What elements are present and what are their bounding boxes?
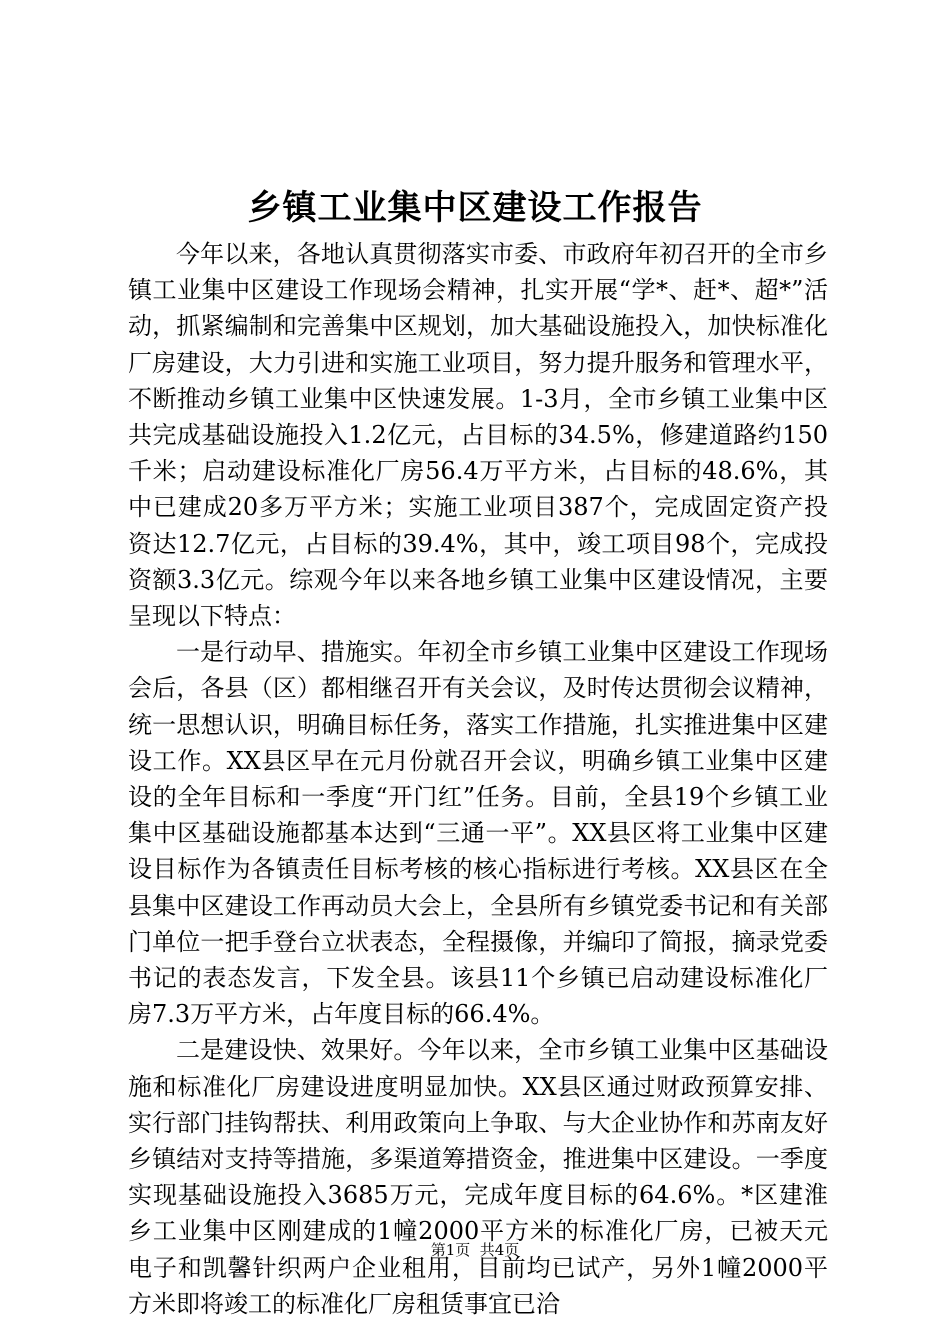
document-body xyxy=(128,236,828,1322)
paragraph-point-two: 二是建设快、效果好。今年以来，全市乡镇工业集中区基础设施和标准化厂房建设进度明显加快。XX县区通过财政预算安排、实行部门挂钩帮扶、利用政策向上争取、与大企业协作和苏南友好乡镇结对支持等措施，多渠道筹措资金，推进集中区建设。一季度实现基础设施投入3685万元，完成年度目标的64.6%。*区建淮乡工业集中区刚建成的1幢2000平方米的标准化厂房，已被天元电子和凯馨针织两户企业租用，目前均已试产，另外1幢2000平方米即将竣工的标准化厂房租赁事宜已洽 xyxy=(128,1036,828,1318)
document-title: 乡镇工业集中区建设工作报告 xyxy=(247,188,703,228)
page-footer: 第1页 共4页 xyxy=(430,1241,520,1259)
paragraph-point-one: 一是行动早、措施实。年初全市乡镇工业集中区建设工作现场会后，各县（区）都相继召开有关会议，及时传达贯彻会议精神，统一思想认识，明确目标任务，落实工作措施，扎实推进集中区建设工作。XX县区早在元月份就召开会议，明确乡镇工业集中区建设的全年目标和一季度“开门红”任务。目前，全县19个乡镇工业集中区基础设施都基本达到“三通一平”。XX县区将工业集中区建设目标作为各镇责任目标考核的核心指标进行考核。XX县区在全县集中区建设工作再动员大会上，全县所有乡镇党委书记和有关部门单位一把手登台立状表态，全程摄像，并编印了简报，摘录党委书记的表态发言，下发全县。该县11个乡镇已启动建设标准化厂房7.3万平方米，占年度目标的66.4%。 xyxy=(128,638,828,1029)
paragraph-intro: 今年以来，各地认真贯彻落实市委、市政府年初召开的全市乡镇工业集中区建设工作现场会精神，扎实开展“学*、赶*、超*”活动，抓紧编制和完善集中区规划，加大基础设施投入，加快标准化厂房建设，大力引进和实施工业项目，努力提升服务和管理水平，不断推动乡镇工业集中区快速发展。1-3月，全市乡镇工业集中区共完成基础设施投入1.2亿元，占目标的34.5%，修建道路约150千米；启动建设标准化厂房56.4万平方米，占目标的48.6%，其中已建成20多万平方米；实施工业项目387个，完成固定资产投资达12.7亿元，占目标的39.4%，其中，竣工项目98个，完成投资额3.3亿元。综观今年以来各地乡镇工业集中区建设情况，主要呈现以下特点： xyxy=(128,240,828,631)
